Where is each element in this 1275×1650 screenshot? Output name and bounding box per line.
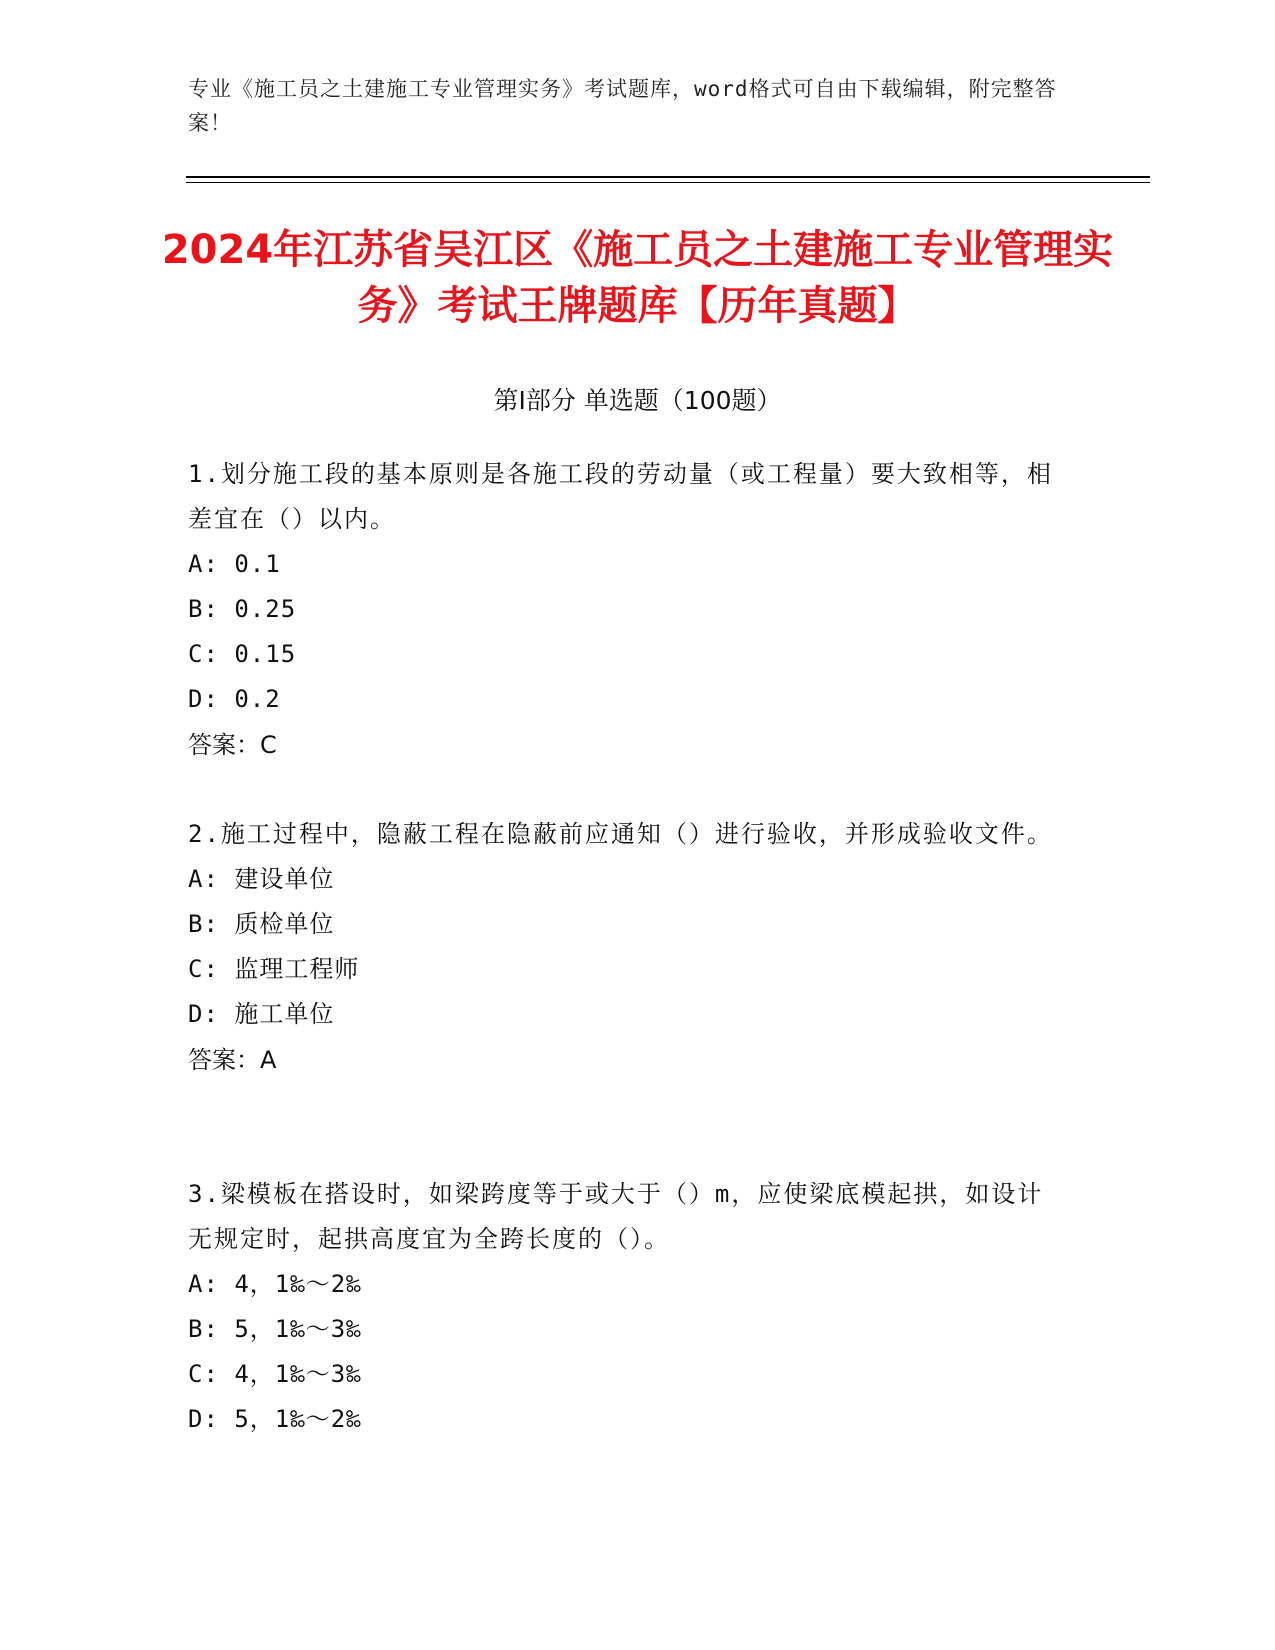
option-b: B: 质检单位 bbox=[188, 910, 335, 938]
option-b: B: 5，1‰～3‰ bbox=[188, 1315, 362, 1343]
question-2 bbox=[188, 812, 1068, 1083]
question-stem: 3.梁模板在搭设时，如梁跨度等于或大于（）m，应使梁底模起拱，如设计无规定时，起拱高度宜为全跨长度的（）。 bbox=[188, 1180, 1044, 1253]
option-d: D: 0.2 bbox=[188, 685, 281, 713]
option-d: D: 5，1‰～2‰ bbox=[188, 1405, 362, 1433]
option-a: A: 0.1 bbox=[188, 550, 281, 578]
question-1 bbox=[188, 452, 1068, 768]
question-3 bbox=[188, 1172, 1068, 1442]
answer: 答案：A bbox=[188, 1046, 277, 1074]
answer: 答案：C bbox=[188, 731, 277, 759]
header-note: 专业《施工员之土建施工专业管理实务》考试题库，word格式可自由下载编辑，附完整答案！ bbox=[188, 77, 1057, 135]
option-d: D: 施工单位 bbox=[188, 1000, 335, 1028]
question-stem: 1.划分施工段的基本原则是各施工段的劳动量（或工程量）要大致相等，相差宜在（）以内。 bbox=[188, 460, 1053, 533]
option-c: C: 监理工程师 bbox=[188, 955, 360, 983]
document-title: 2024年江苏省吴江区《施工员之土建施工专业管理实务》考试王牌题库【历年真题】 bbox=[161, 227, 1114, 329]
option-c: C: 4，1‰～3‰ bbox=[188, 1360, 362, 1388]
option-a: A: 建设单位 bbox=[188, 865, 335, 893]
section-heading: 第I部分 单选题（100题） bbox=[493, 386, 782, 415]
header-divider-thick bbox=[186, 176, 1150, 178]
option-b: B: 0.25 bbox=[188, 595, 297, 623]
question-stem: 2.施工过程中，隐蔽工程在隐蔽前应通知（）进行验收，并形成验收文件。 bbox=[188, 820, 1053, 848]
option-c: C: 0.15 bbox=[188, 640, 297, 668]
option-a: A: 4，1‰～2‰ bbox=[188, 1270, 362, 1298]
header-divider-thin bbox=[186, 182, 1150, 183]
